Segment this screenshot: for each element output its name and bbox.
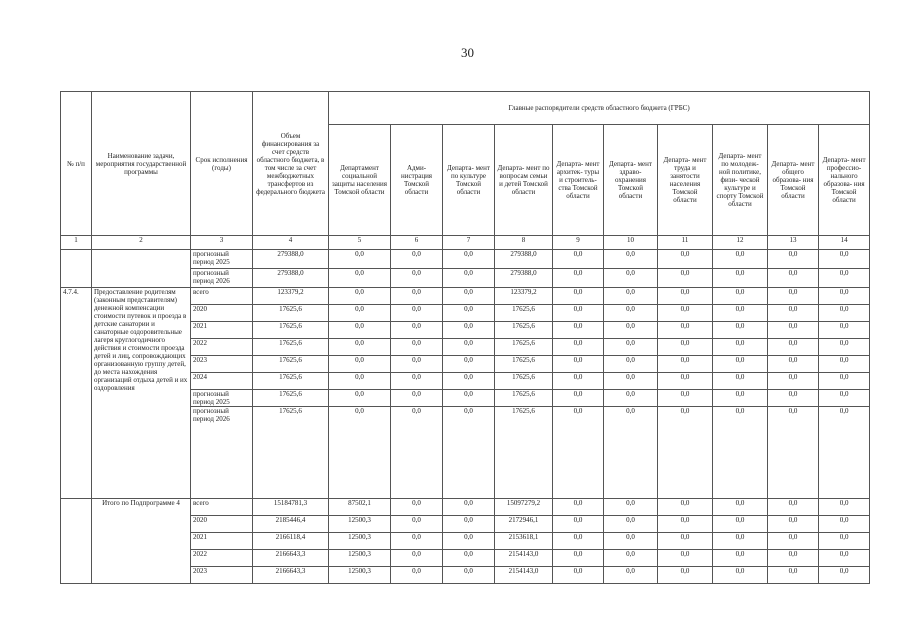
value-cell: 0,0 <box>329 339 391 356</box>
header-grbs-9: Департа- мент общего образова- ния Томской области <box>768 125 819 236</box>
value-cell: 0,0 <box>658 373 713 390</box>
header-grbs-7: Департа- мент труда и занятости населения Томской области <box>658 125 713 236</box>
value-cell: 0,0 <box>768 339 819 356</box>
value-cell: 0,0 <box>713 373 768 390</box>
value-cell: 0,0 <box>391 533 443 550</box>
period-cell: прогнозный период 2026 <box>191 269 253 288</box>
value-cell: 0,0 <box>658 339 713 356</box>
value-cell: 0,0 <box>604 250 658 269</box>
value-cell: 0,0 <box>553 407 604 499</box>
column-number-12: 12 <box>713 236 768 250</box>
value-cell: 0,0 <box>391 305 443 322</box>
value-cell: 15097279,2 <box>495 499 553 516</box>
value-cell: 2154143,0 <box>495 567 553 584</box>
period-cell: прогнозный период 2025 <box>191 250 253 269</box>
value-cell: 0,0 <box>553 250 604 269</box>
value-cell: 0,0 <box>658 516 713 533</box>
header-grbs-6: Департа- мент здраво- охранения Томской области <box>604 125 658 236</box>
value-cell: 0,0 <box>819 339 870 356</box>
value-cell: 0,0 <box>553 390 604 407</box>
value-cell: 0,0 <box>443 269 495 288</box>
value-cell: 0,0 <box>443 288 495 305</box>
header-grbs-5: Департа- мент архитек- туры и строитель- ства Томской области <box>553 125 604 236</box>
value-cell: 0,0 <box>604 356 658 373</box>
value-cell: 12500,3 <box>329 550 391 567</box>
header-grbs-8: Департа- мент по молодеж- ной политике, физи- ческой культуре и спорту Томской области <box>713 125 768 236</box>
value-cell: 0,0 <box>768 305 819 322</box>
total-num-cell <box>61 499 92 584</box>
period-cell: прогнозный период 2025 <box>191 390 253 407</box>
header-period: Срок исполнения (годы) <box>191 92 253 236</box>
value-cell: 0,0 <box>604 305 658 322</box>
period-cell: 2022 <box>191 550 253 567</box>
total-cell: 2185446,4 <box>253 516 329 533</box>
column-number-2: 2 <box>92 236 191 250</box>
value-cell: 0,0 <box>713 550 768 567</box>
value-cell: 0,0 <box>819 499 870 516</box>
value-cell: 0,0 <box>768 250 819 269</box>
total-cell: 17625,6 <box>253 322 329 339</box>
value-cell: 0,0 <box>604 516 658 533</box>
page-number: 30 <box>461 45 474 60</box>
item-name: Предоставление родителям (законным представителям) денежной компенсации стоимости путевок и проезда в детские санатории и санаторные оздоровительные лагеря круглогодичного действия и стоимости проезда детей и лиц, сопровождающих организованную группу детей, до места нахождения организаций отдыха детей и их оздоровления <box>92 288 191 499</box>
total-cell: 123379,2 <box>253 288 329 305</box>
total-cell: 17625,6 <box>253 339 329 356</box>
value-cell: 0,0 <box>604 288 658 305</box>
value-cell: 0,0 <box>443 533 495 550</box>
period-cell: 2020 <box>191 516 253 533</box>
value-cell: 0,0 <box>819 250 870 269</box>
value-cell: 12500,3 <box>329 533 391 550</box>
column-number-11: 11 <box>658 236 713 250</box>
value-cell: 0,0 <box>391 356 443 373</box>
value-cell: 0,0 <box>713 269 768 288</box>
value-cell: 0,0 <box>713 567 768 584</box>
value-cell: 0,0 <box>604 407 658 499</box>
value-cell: 0,0 <box>553 339 604 356</box>
value-cell: 0,0 <box>819 390 870 407</box>
total-cell: 2166643,3 <box>253 550 329 567</box>
value-cell: 0,0 <box>604 269 658 288</box>
value-cell: 17625,6 <box>495 305 553 322</box>
value-cell: 0,0 <box>819 269 870 288</box>
value-cell: 0,0 <box>713 250 768 269</box>
period-cell: 2023 <box>191 567 253 584</box>
total-cell: 17625,6 <box>253 407 329 499</box>
value-cell: 0,0 <box>443 567 495 584</box>
column-number-3: 3 <box>191 236 253 250</box>
period-cell: 2022 <box>191 339 253 356</box>
value-cell: 0,0 <box>658 250 713 269</box>
period-cell: 2021 <box>191 533 253 550</box>
table-body <box>61 92 870 584</box>
value-cell: 279388,0 <box>495 269 553 288</box>
value-cell: 0,0 <box>391 550 443 567</box>
value-cell: 0,0 <box>713 407 768 499</box>
budget-table <box>60 91 870 584</box>
value-cell: 0,0 <box>604 533 658 550</box>
value-cell: 0,0 <box>768 288 819 305</box>
value-cell: 0,0 <box>819 305 870 322</box>
total-cell: 2166118,4 <box>253 533 329 550</box>
value-cell: 0,0 <box>329 373 391 390</box>
period-cell: 2021 <box>191 322 253 339</box>
value-cell: 0,0 <box>443 339 495 356</box>
value-cell: 123379,2 <box>495 288 553 305</box>
value-cell: 0,0 <box>329 305 391 322</box>
value-cell: 0,0 <box>713 516 768 533</box>
period-cell: 2023 <box>191 356 253 373</box>
period-cell: 2024 <box>191 373 253 390</box>
column-number-1: 1 <box>61 236 92 250</box>
value-cell: 0,0 <box>819 356 870 373</box>
header-grbs-3: Департа- мент по культуре Томской области <box>443 125 495 236</box>
value-cell: 0,0 <box>819 288 870 305</box>
header-row-1 <box>61 92 870 125</box>
value-cell: 0,0 <box>658 533 713 550</box>
value-cell: 0,0 <box>768 373 819 390</box>
value-cell: 0,0 <box>713 288 768 305</box>
value-cell: 0,0 <box>553 550 604 567</box>
column-number-14: 14 <box>819 236 870 250</box>
value-cell: 0,0 <box>658 390 713 407</box>
value-cell: 0,0 <box>713 499 768 516</box>
value-cell: 0,0 <box>658 288 713 305</box>
header-grbs-4: Департа- мент по вопросам семьи и детей Томской области <box>495 125 553 236</box>
value-cell: 0,0 <box>604 499 658 516</box>
column-number-row <box>61 236 870 250</box>
value-cell: 0,0 <box>658 407 713 499</box>
value-cell: 0,0 <box>713 356 768 373</box>
header-grbs-2: Адми- нистрация Томской области <box>391 125 443 236</box>
value-cell: 0,0 <box>604 322 658 339</box>
column-number-7: 7 <box>443 236 495 250</box>
value-cell: 0,0 <box>658 322 713 339</box>
value-cell: 2172946,1 <box>495 516 553 533</box>
column-number-5: 5 <box>329 236 391 250</box>
value-cell: 0,0 <box>553 567 604 584</box>
value-cell: 0,0 <box>768 567 819 584</box>
value-cell: 0,0 <box>553 322 604 339</box>
period-cell: 2020 <box>191 305 253 322</box>
value-cell: 0,0 <box>443 305 495 322</box>
value-cell: 0,0 <box>768 390 819 407</box>
value-cell: 0,0 <box>713 305 768 322</box>
value-cell: 12500,3 <box>329 516 391 533</box>
value-cell: 0,0 <box>713 322 768 339</box>
value-cell: 0,0 <box>391 407 443 499</box>
value-cell: 0,0 <box>329 288 391 305</box>
value-cell: 0,0 <box>819 550 870 567</box>
value-cell: 0,0 <box>658 269 713 288</box>
value-cell: 0,0 <box>604 339 658 356</box>
total-cell: 279388,0 <box>253 269 329 288</box>
value-cell: 0,0 <box>391 250 443 269</box>
column-number-9: 9 <box>553 236 604 250</box>
carry-name-cell <box>92 250 191 288</box>
value-cell: 0,0 <box>819 533 870 550</box>
header-grbs-1: Департамент социальной защиты населения Томской области <box>329 125 391 236</box>
value-cell: 0,0 <box>443 322 495 339</box>
item-number: 4.7.4. <box>61 288 92 499</box>
header-volume: Объем финансирования за счет средств областного бюджета, в том числе за счет межбюджетных трансфертов из федерального бюджета <box>253 92 329 236</box>
column-number-8: 8 <box>495 236 553 250</box>
value-cell: 0,0 <box>768 322 819 339</box>
value-cell: 0,0 <box>443 250 495 269</box>
value-cell: 0,0 <box>329 250 391 269</box>
value-cell: 0,0 <box>658 305 713 322</box>
total-cell: 279388,0 <box>253 250 329 269</box>
value-cell: 0,0 <box>443 390 495 407</box>
total-cell: 17625,6 <box>253 305 329 322</box>
period-cell: прогнозный период 2026 <box>191 407 253 499</box>
value-cell: 0,0 <box>443 373 495 390</box>
header-grbs-group: Главные распорядители средств областного бюджета (ГРБС) <box>329 92 870 125</box>
value-cell: 0,0 <box>329 407 391 499</box>
header-name: Наименование задачи, мероприятия государственной программы <box>92 92 191 236</box>
header-num: № п/п <box>61 92 92 236</box>
value-cell: 0,0 <box>391 373 443 390</box>
value-cell: 17625,6 <box>495 322 553 339</box>
column-number-10: 10 <box>604 236 658 250</box>
value-cell: 0,0 <box>713 533 768 550</box>
table-row <box>61 250 870 269</box>
table-row <box>61 288 870 305</box>
value-cell: 0,0 <box>658 550 713 567</box>
value-cell: 0,0 <box>658 356 713 373</box>
value-cell: 12500,3 <box>329 567 391 584</box>
value-cell: 0,0 <box>553 533 604 550</box>
value-cell: 0,0 <box>658 499 713 516</box>
value-cell: 0,0 <box>443 550 495 567</box>
value-cell: 0,0 <box>391 567 443 584</box>
value-cell: 87502,1 <box>329 499 391 516</box>
value-cell: 0,0 <box>604 373 658 390</box>
value-cell: 0,0 <box>553 305 604 322</box>
value-cell: 0,0 <box>391 322 443 339</box>
value-cell: 0,0 <box>329 356 391 373</box>
value-cell: 0,0 <box>819 407 870 499</box>
value-cell: 0,0 <box>713 390 768 407</box>
value-cell: 0,0 <box>391 339 443 356</box>
value-cell: 0,0 <box>391 390 443 407</box>
period-cell: всего <box>191 288 253 305</box>
total-cell: 2166643,3 <box>253 567 329 584</box>
value-cell: 0,0 <box>553 269 604 288</box>
value-cell: 0,0 <box>768 407 819 499</box>
total-name: Итого по Подпрограмме 4 <box>92 499 191 584</box>
column-number-6: 6 <box>391 236 443 250</box>
value-cell: 0,0 <box>768 499 819 516</box>
total-cell: 17625,6 <box>253 390 329 407</box>
column-number-4: 4 <box>253 236 329 250</box>
value-cell: 0,0 <box>713 339 768 356</box>
value-cell: 0,0 <box>768 550 819 567</box>
value-cell: 2153618,1 <box>495 533 553 550</box>
value-cell: 0,0 <box>819 567 870 584</box>
value-cell: 17625,6 <box>495 407 553 499</box>
value-cell: 0,0 <box>391 499 443 516</box>
value-cell: 0,0 <box>553 499 604 516</box>
value-cell: 0,0 <box>768 533 819 550</box>
value-cell: 0,0 <box>391 269 443 288</box>
value-cell: 0,0 <box>391 516 443 533</box>
value-cell: 0,0 <box>443 499 495 516</box>
value-cell: 0,0 <box>329 269 391 288</box>
total-cell: 17625,6 <box>253 356 329 373</box>
value-cell: 17625,6 <box>495 390 553 407</box>
value-cell: 17625,6 <box>495 373 553 390</box>
value-cell: 17625,6 <box>495 339 553 356</box>
column-number-13: 13 <box>768 236 819 250</box>
value-cell: 0,0 <box>443 407 495 499</box>
value-cell: 0,0 <box>768 356 819 373</box>
table-row <box>61 499 870 516</box>
value-cell: 0,0 <box>391 288 443 305</box>
value-cell: 2154143,0 <box>495 550 553 567</box>
value-cell: 0,0 <box>819 516 870 533</box>
value-cell: 0,0 <box>604 567 658 584</box>
value-cell: 0,0 <box>553 288 604 305</box>
value-cell: 0,0 <box>553 516 604 533</box>
value-cell: 0,0 <box>443 516 495 533</box>
value-cell: 0,0 <box>768 516 819 533</box>
value-cell: 0,0 <box>819 322 870 339</box>
value-cell: 0,0 <box>658 567 713 584</box>
value-cell: 0,0 <box>604 550 658 567</box>
value-cell: 0,0 <box>329 322 391 339</box>
total-cell: 15184781,3 <box>253 499 329 516</box>
value-cell: 0,0 <box>553 373 604 390</box>
value-cell: 0,0 <box>768 269 819 288</box>
value-cell: 0,0 <box>329 390 391 407</box>
value-cell: 0,0 <box>819 373 870 390</box>
value-cell: 0,0 <box>443 356 495 373</box>
value-cell: 279388,0 <box>495 250 553 269</box>
value-cell: 0,0 <box>604 390 658 407</box>
total-cell: 17625,6 <box>253 373 329 390</box>
period-cell: всего <box>191 499 253 516</box>
carry-num-cell <box>61 250 92 288</box>
value-cell: 0,0 <box>553 356 604 373</box>
value-cell: 17625,6 <box>495 356 553 373</box>
header-grbs-10: Департа- мент профессио- нального образова- ния Томской области <box>819 125 870 236</box>
